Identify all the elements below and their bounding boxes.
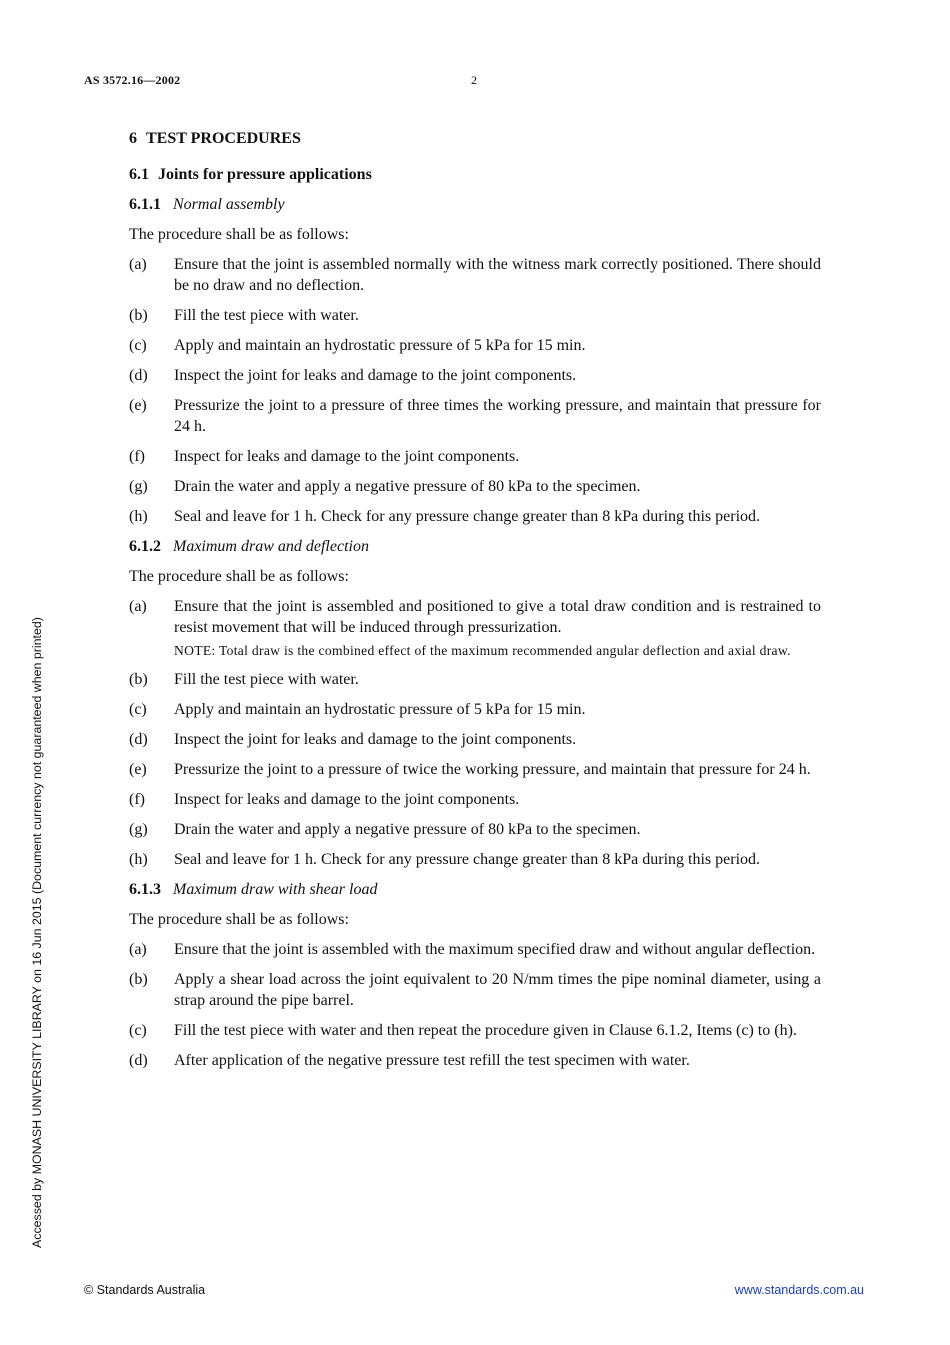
- item-label: (c): [129, 337, 147, 354]
- item-label: (d): [129, 367, 148, 384]
- clause-title: Maximum draw with shear load: [173, 881, 378, 898]
- item-label: (a): [129, 598, 147, 615]
- item-text: Fill the test piece with water.: [174, 307, 359, 324]
- item-text: Fill the test piece with water and then repeat the procedure given in Clause 6.1.2, Items (c) to (h).: [174, 1022, 797, 1039]
- website-link[interactable]: www.standards.com.au: [734, 1283, 864, 1297]
- item-text: Seal and leave for 1 h. Check for any pressure change greater than 8 kPa during this period.: [174, 851, 761, 868]
- list-item: [129, 335, 821, 356]
- item-label: (a): [129, 941, 147, 958]
- list-item: [129, 254, 821, 296]
- clause-intro: The procedure shall be as follows:: [129, 568, 349, 585]
- item-label: (g): [129, 478, 148, 495]
- subsection-heading: [129, 164, 821, 185]
- item-text: Pressurize the joint to a pressure of twice the working pressure, and maintain that pressure for 24 h.: [174, 761, 811, 778]
- item-label: (b): [129, 307, 148, 324]
- copyright-notice: © Standards Australia: [84, 1283, 206, 1297]
- item-text: Ensure that the joint is assembled and positioned to give a total draw condition and is restrained to resist movement that will be induced through pressurization.: [174, 598, 821, 636]
- item-label: (b): [129, 971, 148, 988]
- list-item: [129, 939, 821, 960]
- clause-heading: [129, 194, 821, 215]
- item-label: (e): [129, 761, 147, 778]
- document-code: AS 3572.16—2002: [84, 73, 181, 87]
- clause-heading: [129, 536, 821, 557]
- item-text: Inspect the joint for leaks and damage to the joint components.: [174, 731, 577, 748]
- item-text: Seal and leave for 1 h. Check for any pressure change greater than 8 kPa during this period.: [174, 508, 761, 525]
- list-item: [129, 849, 821, 870]
- item-label: (a): [129, 256, 147, 273]
- note-text: NOTE: Total draw is the combined effect of the maximum recommended angular deflection and axial draw.: [174, 643, 791, 658]
- clause-number: 6.1.2: [129, 538, 161, 555]
- list-item: [129, 759, 821, 780]
- item-text: Ensure that the joint is assembled normally with the witness mark correctly positioned. There should be no draw and no deflection.: [174, 256, 821, 294]
- list-item: [129, 1050, 821, 1071]
- list-item: [129, 789, 821, 810]
- item-text: Apply and maintain an hydrostatic pressure of 5 kPa for 15 min.: [174, 337, 586, 354]
- item-text: Drain the water and apply a negative pressure of 80 kPa to the specimen.: [174, 478, 641, 495]
- clause-number: 6.1.1: [129, 196, 161, 213]
- item-label: (h): [129, 508, 148, 525]
- subsection-title: Joints for pressure applications: [158, 166, 372, 183]
- section-title: TEST PROCEDURES: [146, 130, 301, 147]
- list-item: [129, 596, 821, 638]
- item-label: (e): [129, 397, 147, 414]
- item-label: (c): [129, 701, 147, 718]
- item-text: After application of the negative pressure test refill the test specimen with water.: [174, 1052, 690, 1069]
- item-label: (d): [129, 731, 148, 748]
- list-item: [129, 669, 821, 690]
- list-item: [129, 446, 821, 467]
- list-item: [129, 476, 821, 497]
- page-number: 2: [471, 73, 477, 87]
- list-item: [129, 1020, 821, 1041]
- list-item: [129, 365, 821, 386]
- access-watermark: Accessed by MONASH UNIVERSITY LIBRARY on 16 Jun 2015 (Document currency not guaranteed when printed): [30, 617, 44, 1248]
- item-text: Fill the test piece with water.: [174, 671, 359, 688]
- item-label: (d): [129, 1052, 148, 1069]
- item-label: (g): [129, 821, 148, 838]
- item-text: Ensure that the joint is assembled with the maximum specified draw and without angular deflection.: [174, 941, 816, 958]
- clause-number: 6.1.3: [129, 881, 161, 898]
- list-item: [129, 506, 821, 527]
- item-text: Inspect the joint for leaks and damage to the joint components.: [174, 367, 577, 384]
- item-text: Apply a shear load across the joint equivalent to 20 N/mm times the pipe nominal diameter, using a strap around the pipe barrel.: [174, 971, 821, 1009]
- item-text: Inspect for leaks and damage to the joint components.: [174, 791, 520, 808]
- section-number: 6: [129, 130, 137, 147]
- clause-heading: [129, 879, 821, 900]
- item-label: (f): [129, 448, 145, 465]
- item-label: (h): [129, 851, 148, 868]
- section-heading: [129, 128, 821, 149]
- clause-intro: The procedure shall be as follows:: [129, 911, 349, 928]
- clause-intro: The procedure shall be as follows:: [129, 226, 349, 243]
- item-label: (f): [129, 791, 145, 808]
- subsection-number: 6.1: [129, 166, 149, 183]
- item-label: (b): [129, 671, 148, 688]
- item-text: Pressurize the joint to a pressure of three times the working pressure, and maintain that pressure for 24 h.: [174, 397, 821, 435]
- list-item: [129, 305, 821, 326]
- clause-title: Maximum draw and deflection: [173, 538, 369, 555]
- item-text: Drain the water and apply a negative pressure of 80 kPa to the specimen.: [174, 821, 641, 838]
- item-text: Apply and maintain an hydrostatic pressure of 5 kPa for 15 min.: [174, 701, 586, 718]
- item-text: Inspect for leaks and damage to the joint components.: [174, 448, 520, 465]
- document-body: [129, 128, 821, 1080]
- clause-title: Normal assembly: [173, 196, 285, 213]
- list-item: [129, 969, 821, 1011]
- item-label: (c): [129, 1022, 147, 1039]
- list-item: [129, 819, 821, 840]
- list-item: [129, 699, 821, 720]
- list-item: [129, 729, 821, 750]
- list-item: [129, 395, 821, 437]
